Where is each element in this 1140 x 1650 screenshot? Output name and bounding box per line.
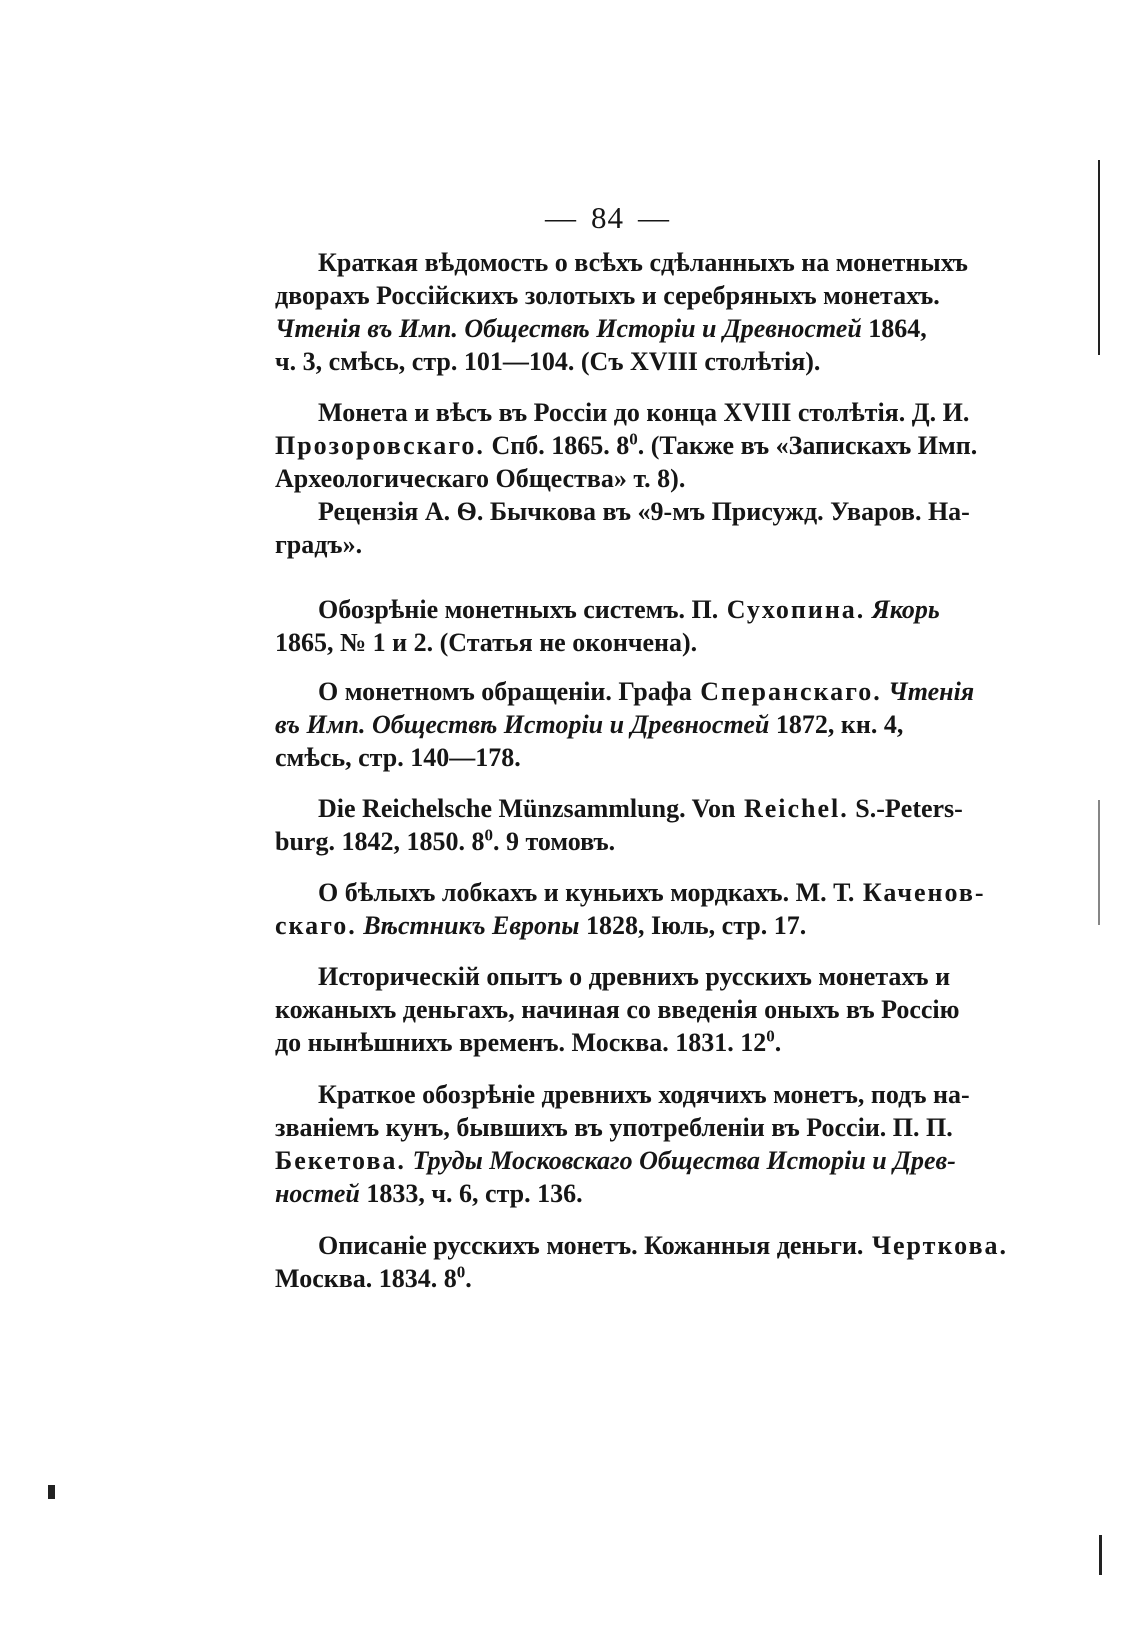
entry-line: Описаніе русскихъ монетъ. Кожанныя деньги. Черткова. xyxy=(318,1231,1008,1260)
entry-line: смѣсь, стр. 140—178. xyxy=(275,743,521,772)
entry-line: burg. 1842, 1850. $8^0$. 9 томовъ. xyxy=(275,825,616,856)
page-number-value: 84 xyxy=(591,200,624,235)
entry-line: Историческій опытъ о древнихъ русскихъ монетахъ и xyxy=(318,962,951,991)
page-number-dash-left: — xyxy=(545,200,577,235)
entry-line: званіемъ кунъ, бывшихъ въ употребленіи въ Россіи. П. П. xyxy=(275,1113,953,1142)
entry-line: Археологическаго Общества» т. 8). xyxy=(275,464,686,493)
entry-line: до нынѣшнихъ временъ. Москва. 1831. $12^0$. xyxy=(275,1026,782,1057)
scan-edge-line-top xyxy=(1098,160,1100,355)
entry-line: Прозоровскаго. Спб. 1865. $8^0$. (Также въ «Запискахъ Имп. xyxy=(275,429,978,460)
scan-edge-mark-bottom xyxy=(1099,1535,1102,1575)
entry-line: Монета и вѣсъ въ Россіи до конца XVIII столѣтія. Д. И. xyxy=(318,398,970,427)
entry-line: дворахъ Россійскихъ золотыхъ и серебряныхъ монетахъ. xyxy=(275,281,940,310)
scan-edge-line-middle xyxy=(1098,800,1100,925)
entry-line: скаго. Вѣстникъ Европы 1828, Іюль, стр. 17. xyxy=(275,911,807,940)
page-number-dash-right: — xyxy=(638,200,670,235)
entry-line: градъ». xyxy=(275,530,363,559)
bibliography-entry xyxy=(275,960,960,1059)
entry-line: Рецензія А. Ѳ. Бычкова въ «9-мъ Присужд. Уваров. На- xyxy=(318,497,970,526)
entry-line: въ Имп. Обществѣ Исторіи и Древностей 1872, кн. 4, xyxy=(275,710,904,739)
bibliography-entry xyxy=(275,246,968,378)
bibliography-entry xyxy=(275,593,956,659)
bibliography-entry xyxy=(275,792,963,858)
entry-line: Чтенія въ Имп. Обществѣ Исторіи и Древностей 1864, xyxy=(275,314,927,343)
entry-line: Обозрѣніе монетныхъ системъ. П. Сухопина. Якорь xyxy=(318,595,940,624)
entry-line: ч. 3, смѣсь, стр. 101—104. (Съ XVIII столѣтія). xyxy=(275,347,821,376)
entry-line: О монетномъ обращеніи. Графа Сперанскаго. Чтенія xyxy=(318,677,975,706)
entry-line: кожаныхъ деньгахъ, начиная со введенія оныхъ въ Россію xyxy=(275,995,960,1024)
bibliography-entry xyxy=(275,675,975,774)
scan-speck-left xyxy=(48,1485,55,1499)
page-number xyxy=(0,200,1000,236)
bibliography-entry xyxy=(275,1078,970,1210)
bibliography-entry xyxy=(275,396,978,561)
entry-line: 1865, № 1 и 2. (Статья не окончена). xyxy=(275,628,698,657)
bibliography-entry xyxy=(275,1229,1008,1295)
entry-line: ностей 1833, ч. 6, стр. 136. xyxy=(275,1179,583,1208)
bibliography-entry xyxy=(275,876,986,942)
entry-line: Краткая вѣдомость о всѣхъ сдѣланныхъ на монетныхъ xyxy=(318,248,968,277)
entry-line: Москва. 1834. $8^0$. xyxy=(275,1262,472,1293)
entry-line: О бѣлыхъ лобкахъ и куньихъ мордкахъ. М. Т. Каченов- xyxy=(318,878,986,907)
entry-line: Бекетова. Труды Московскаго Общества Исторіи и Древ- xyxy=(275,1146,956,1175)
entry-line: Краткое обозрѣніе древнихъ ходячихъ монетъ, подъ на- xyxy=(318,1080,970,1109)
entry-line: Die Reichelsche Münzsammlung. Von Reichel. S.-Peters- xyxy=(318,794,963,823)
